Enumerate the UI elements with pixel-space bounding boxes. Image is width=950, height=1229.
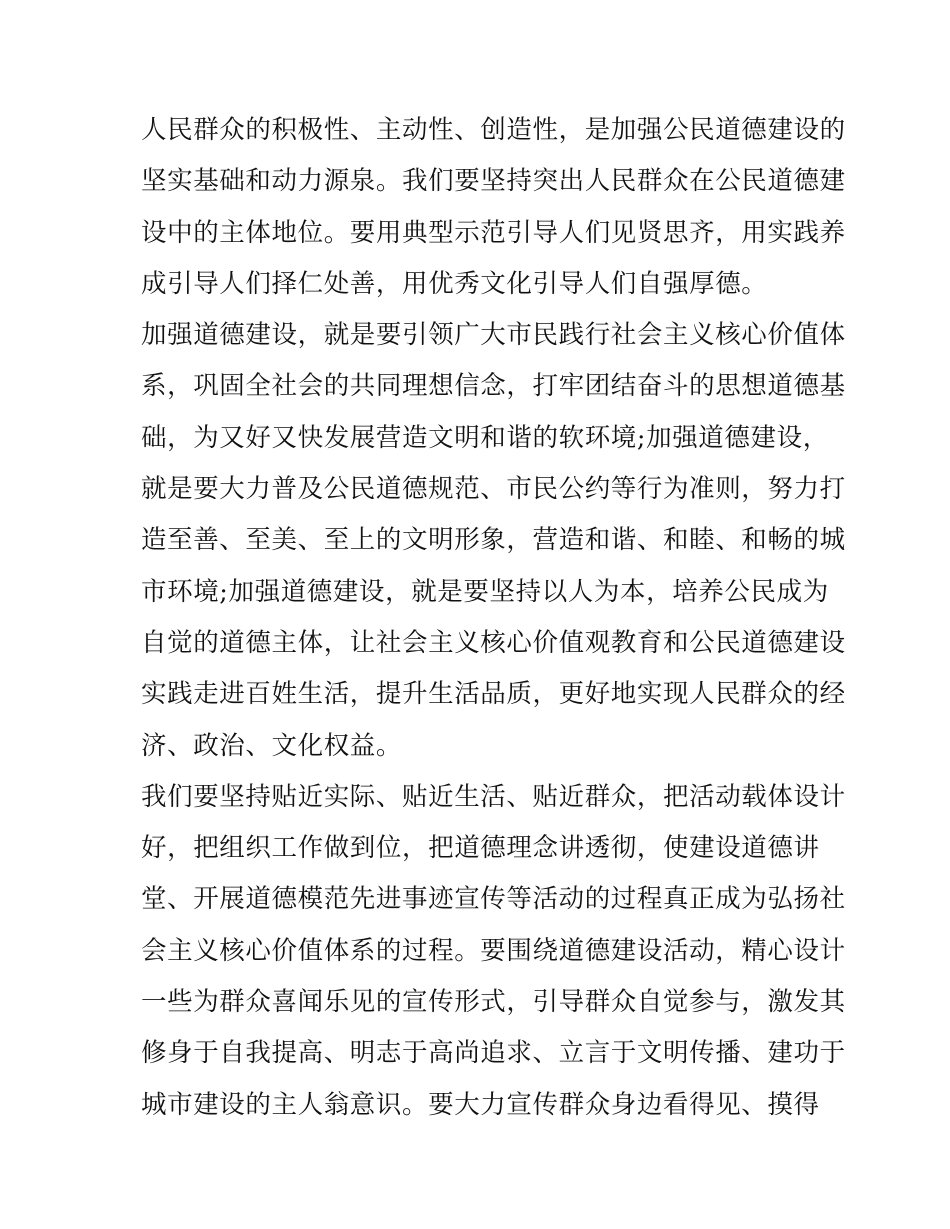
body-text (141, 105, 846, 1131)
text-line: 堂、开展道德模范先进事迹宣传等活动的过程真正成为弘扬社 (141, 884, 846, 915)
text-line: 城市建设的主人翁意识。要大力宣传群众身边看得见、摸得 (141, 1089, 820, 1120)
text-line: 一些为群众喜闻乐见的宣传形式，引导群众自觉参与，激发其 (141, 987, 846, 1018)
text-line: 人民群众的积极性、主动性、创造性，是加强公民道德建设的 (141, 115, 846, 145)
text-line: 造至善、至美、至上的文明形象，营造和谐、和睦、和畅的城 (141, 525, 846, 556)
text-line: 实践走进百姓生活，提升生活品质，更好地实现人民群众的经 (141, 679, 846, 710)
text-line: 自觉的道德主体，让社会主义核心价值观教育和公民道德建设 (141, 627, 846, 658)
text-line: 市环境;加强道德建设，就是要坚持以人为本，培养公民成为 (141, 576, 829, 607)
text-line: 坚实基础和动力源泉。我们要坚持突出人民群众在公民道德建 (141, 166, 846, 197)
text-line: 加强道德建设，就是要引领广大市民践行社会主义核心价值体 (141, 320, 846, 351)
text-line: 成引导人们择仁处善，用优秀文化引导人们自强厚德。 (141, 268, 768, 299)
text-line: 好，把组织工作做到位，把道德理念讲透彻，使建设道德讲 (141, 833, 820, 864)
text-line: 会主义核心价值体系的过程。要围绕道德建设活动，精心设计 (141, 935, 846, 966)
text-line: 设中的主体地位。要用典型示范引导人们见贤思齐，用实践养 (141, 217, 846, 248)
text-line: 础，为又好又快发展营造文明和谐的软环境;加强道德建设， (141, 422, 829, 453)
text-line: 修身于自我提高、明志于高尚追求、立言于文明传播、建功于 (141, 1038, 846, 1069)
text-line: 济、政治、文化权益。 (141, 730, 403, 761)
text-line: 系，巩固全社会的共同理想信念，打牢团结奋斗的思想道德基 (141, 371, 846, 402)
text-line: 我们要坚持贴近实际、贴近生活、贴近群众，把活动载体设计 (141, 781, 846, 812)
text-line: 就是要大力普及公民道德规范、市民公约等行为准则，努力打 (141, 474, 846, 505)
